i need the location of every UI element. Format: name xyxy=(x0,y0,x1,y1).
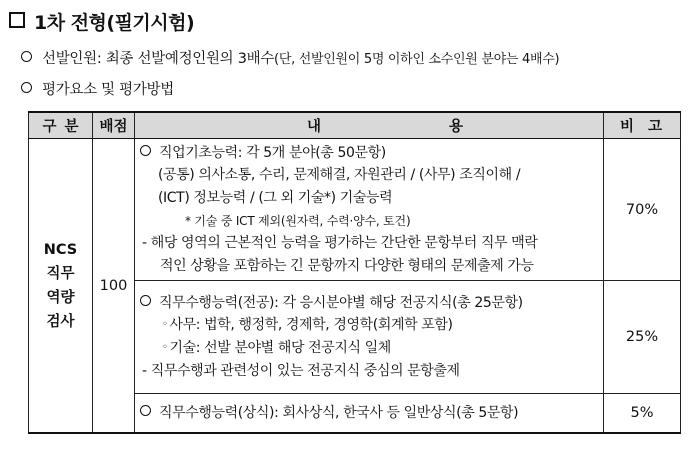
checkbox-square-icon xyxy=(9,12,25,28)
evaluation-line xyxy=(21,78,174,99)
note-cell: 5% xyxy=(604,394,681,434)
category-cell: NCS 직무 역량 검사 xyxy=(29,139,93,434)
circle-bullet-icon xyxy=(21,82,32,93)
circle-bullet-icon xyxy=(21,51,32,62)
table-header-row xyxy=(29,112,681,139)
heading-text: 1차 전형(필기시험) xyxy=(34,12,195,34)
content-cell-general: 직무수행능력(상식): 회사상식, 한국사 등 일반상식(총 5문항) xyxy=(135,394,604,434)
circle-bullet-icon xyxy=(140,295,151,306)
circle-bullet-icon xyxy=(140,145,151,156)
header-score: 배점 xyxy=(93,112,135,139)
header-category: 구 분 xyxy=(29,112,93,139)
selection-line xyxy=(21,47,559,68)
content-cell-basic: 직업기초능력: 각 5개 분야(총 50문항) (공통) 의사소통, 수리, 문제해결, 자원관리 / (사무) 조직이해 / (ICT) 정보능력 / (그 외 기술*) 기술능력 * 기술 중 ICT 제외(원자력, 수력·양수, 토건) - 해당 영역의 근본적인 능력을 평가하는 간단한 문항부터 직무 맥락 적인 상황을 포함하는 긴 문항까지 다양한 형태의 문제출제 가능 xyxy=(135,139,604,281)
note-cell: 25% xyxy=(604,281,681,394)
dot-bullet-icon: ◦ xyxy=(162,342,168,353)
section-heading xyxy=(9,8,194,35)
evaluation-table xyxy=(28,111,681,434)
content-cell-major: 직무수행능력(전공): 각 응시분야별 해당 전공지식(총 25문항) ◦ 사무: 법학, 행정학, 경제학, 경영학(회계학 포함) ◦ 기술: 선발 분야별 해당 전공지식 일체 - 직무수행과 관련성이 있는 전공지식 중심의 문항출제 xyxy=(135,281,604,394)
score-cell: 100 xyxy=(93,139,135,434)
header-content: 내 용 xyxy=(135,112,604,139)
selection-text: 선발인원: 최종 선발예정인원의 3배수 xyxy=(42,51,275,67)
table-row xyxy=(29,139,681,281)
evaluation-text: 평가요소 및 평가방법 xyxy=(42,82,174,98)
dot-bullet-icon: ◦ xyxy=(162,319,168,331)
header-note: 비 고 xyxy=(604,112,681,139)
circle-bullet-icon xyxy=(140,405,151,416)
note-cell: 70% xyxy=(604,139,681,281)
selection-note: (단, 선발인원이 5명 이하인 소수인원 분야는 4배수) xyxy=(274,52,560,67)
